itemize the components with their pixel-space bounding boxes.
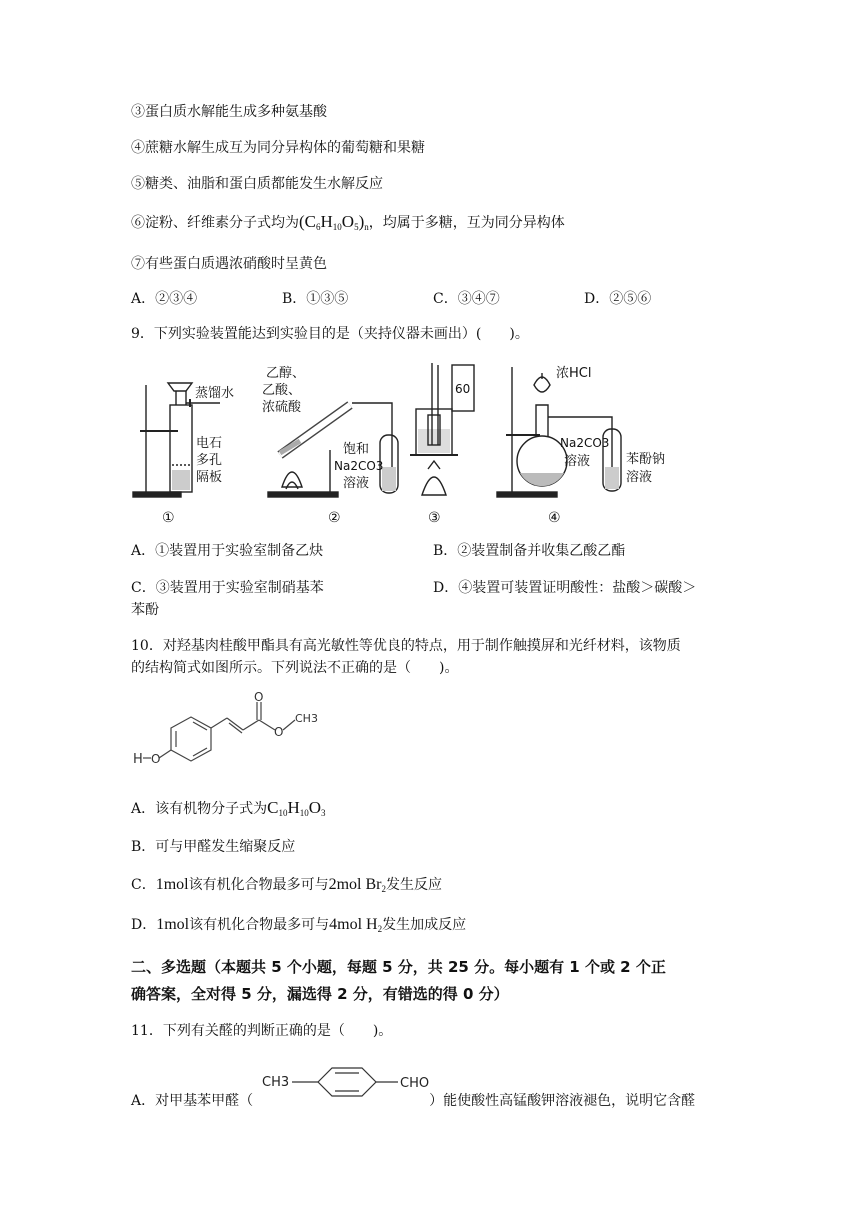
label-distilled-water: 蒸馏水 bbox=[195, 386, 235, 401]
label-porous-plate-1: 多孔 bbox=[196, 453, 223, 468]
atom-o-hydroxyl: O bbox=[151, 752, 161, 766]
q9-option-d-cont: 苯酚 bbox=[131, 602, 159, 618]
q10-option-a bbox=[131, 797, 326, 824]
label-apparatus-1: ① bbox=[162, 510, 175, 526]
label-solution-4: 溶液 bbox=[564, 454, 591, 469]
group-ch3: CH3 bbox=[262, 1075, 290, 1090]
q8-option-c: C．③④⑦ bbox=[433, 291, 500, 307]
label-calcium-carbide: 电石 bbox=[196, 436, 223, 451]
label-apparatus-4: ④ bbox=[548, 510, 561, 526]
label-sodium-carbonate-2: Na2CO3 bbox=[334, 459, 384, 473]
q10-option-c-post: 发生反应 bbox=[386, 877, 442, 893]
statement-7: ⑦有些蛋白质遇浓硝酸时呈黄色 bbox=[131, 256, 327, 272]
label-apparatus-2: ② bbox=[328, 510, 341, 526]
atom-o-carbonyl: O bbox=[254, 690, 264, 704]
q10-option-d-1mol: 1mol bbox=[156, 916, 190, 933]
section-2-heading-line2: 确答案，全对得 5 分，漏选得 2 分，有错选的得 0 分） bbox=[131, 985, 509, 1003]
label-solution-4b: 溶液 bbox=[626, 470, 653, 485]
label-sodium-carbonate-4: Na2CO3 bbox=[560, 436, 610, 450]
statement-6-formula: $(C_6H_{10}O_5)_n$ bbox=[299, 212, 369, 232]
label-temperature-60: 60 bbox=[455, 382, 471, 396]
apparatus-2 bbox=[262, 365, 398, 526]
statement-6-pre: ⑥淀粉、纤维素分子式均为 bbox=[131, 215, 299, 231]
atom-o-ester: O bbox=[274, 725, 284, 739]
label-conc-hcl: 浓HCl bbox=[556, 366, 592, 381]
statement-6 bbox=[131, 211, 565, 238]
label-acetic-acid: 乙酸、 bbox=[262, 383, 302, 398]
q10-option-c-amount: 2mol $Br_2$ bbox=[328, 876, 386, 894]
atom-h: H bbox=[133, 752, 143, 767]
q8-option-a: A．②③④ bbox=[131, 291, 198, 307]
q9-option-b: B．②装置制备并收集乙酸乙酯 bbox=[433, 543, 626, 559]
statement-5: ⑤糖类、油脂和蛋白质都能发生水解反应 bbox=[131, 176, 383, 192]
q10-option-b: B．可与甲醛发生缩聚反应 bbox=[131, 839, 296, 855]
q10-option-c-label: C． bbox=[131, 877, 156, 893]
q8-option-d: D．②⑤⑥ bbox=[584, 291, 652, 307]
q11-option-a-post: ）能使酸性高锰酸钾溶液褪色，说明它含醛 bbox=[429, 1093, 696, 1109]
label-ethanol: 乙醇、 bbox=[266, 366, 306, 381]
q10-option-a-formula: $C_{10}H_{10}O_3$ bbox=[267, 798, 326, 818]
q10-structure-figure bbox=[131, 690, 331, 780]
q11-option-a bbox=[131, 1090, 695, 1112]
q10-option-d bbox=[131, 914, 466, 940]
group-cho: CHO bbox=[400, 1076, 430, 1091]
group-ch3: CH3 bbox=[295, 712, 318, 725]
label-sulfuric-acid: 浓硫酸 bbox=[262, 400, 302, 415]
q10-option-d-post: 发生加成反应 bbox=[382, 917, 467, 933]
label-solution-2: 溶液 bbox=[343, 476, 370, 491]
label-porous-plate-2: 隔板 bbox=[196, 470, 223, 485]
label-apparatus-3: ③ bbox=[428, 510, 441, 526]
q10-stem-line1: 10．对羟基肉桂酸甲酯具有高光敏性等优良的特点，用于制作触摸屏和光纤材料，该物质 bbox=[131, 638, 681, 654]
q9-option-a: A．①装置用于实验室制备乙炔 bbox=[131, 543, 324, 559]
q10-option-d-label: D． bbox=[131, 917, 157, 933]
q10-option-c-text: 该有机化合物最多可与 bbox=[188, 877, 329, 893]
label-sodium-phenoxide: 苯酚钠 bbox=[626, 452, 666, 467]
apparatus-3 bbox=[410, 363, 474, 526]
section-2-heading-line1: 二、多选题（本题共 5 个小题，每题 5 分，共 25 分。每小题有 1 个或 2 个正 bbox=[131, 958, 666, 976]
label-saturated: 饱和 bbox=[343, 442, 370, 457]
q10-option-c-1mol: 1mol bbox=[155, 876, 189, 893]
q9-stem: 9．下列实验装置能达到实验目的是（夹持仪器未画出）( )。 bbox=[131, 326, 529, 342]
q11-stem: 11．下列有关醛的判断正确的是（ )。 bbox=[131, 1023, 393, 1039]
q10-option-c bbox=[131, 874, 442, 900]
statement-4: ④蔗糖水解生成互为同分异构体的葡萄糖和果糖 bbox=[131, 140, 425, 156]
q10-option-a-text: A．该有机物分子式为 bbox=[131, 801, 268, 817]
apparatus-4 bbox=[497, 366, 665, 526]
q8-option-b: B．①③⑤ bbox=[282, 291, 349, 307]
q10-option-d-amount: 4mol $H_2$ bbox=[329, 916, 383, 934]
q10-option-d-text: 该有机化合物最多可与 bbox=[189, 917, 330, 933]
q9-option-c: C．③装置用于实验室制硝基苯 bbox=[131, 580, 324, 596]
q10-stem-line2: 的结构简式如图所示。下列说法不正确的是（ )。 bbox=[131, 660, 459, 676]
statement-6-post: ，均属于多糖，互为同分异构体 bbox=[368, 215, 565, 231]
statement-3: ③蛋白质水解能生成多种氨基酸 bbox=[131, 104, 327, 120]
q9-option-d: D．④装置可装置证明酸性：盐酸＞碳酸＞ bbox=[433, 580, 697, 596]
q9-apparatus-figure bbox=[0, 355, 860, 535]
apparatus-1 bbox=[133, 383, 234, 526]
q11-option-a-pre: A．对甲基苯甲醛（ bbox=[131, 1093, 254, 1109]
